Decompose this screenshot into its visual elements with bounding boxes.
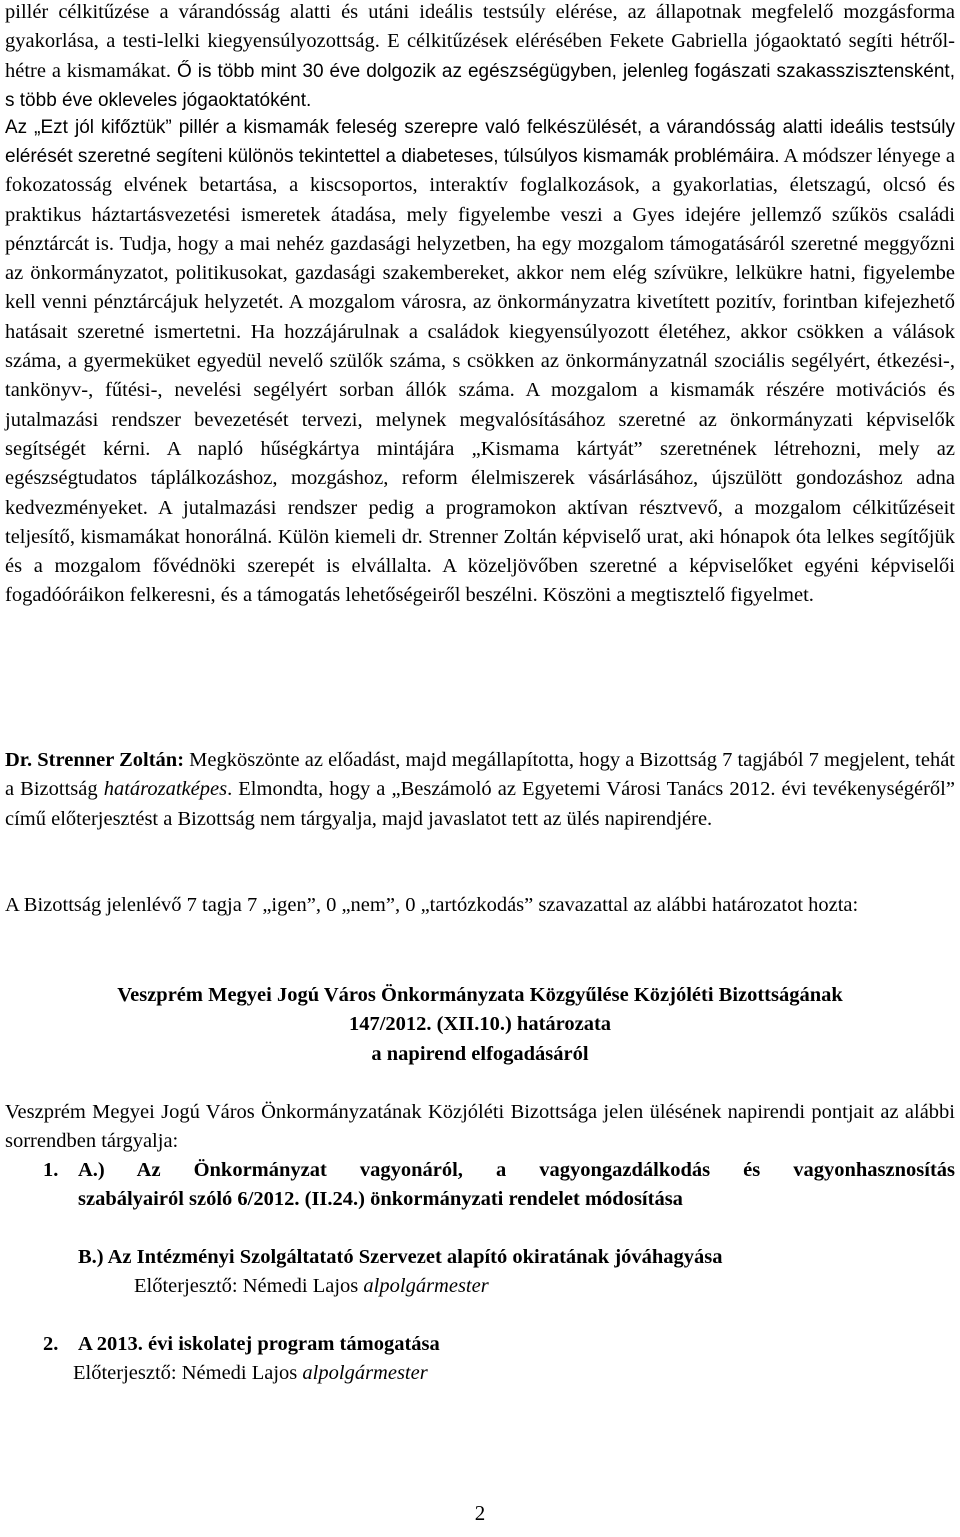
agenda-item-2-presenter: [5, 1359, 955, 1388]
agenda-list: [5, 1156, 955, 1388]
agenda-item-1a-title-cont: szabályairól szóló 6/2012. (II.24.) önkormányzati rendelet módosítása: [78, 1188, 683, 1210]
agenda-item-2-presenter-role: alpolgármester: [302, 1362, 428, 1384]
statement-text-b: . Elmondta, hogy a „Beszámoló az Egyetemi Városi Tanács 2012. évi tevékenységéről” című előterjesztést a Bizottság nem tárgyalja, majd javaslatot tett az ülés napirendjére.: [5, 778, 955, 830]
agenda-item-1-line-1: [5, 1156, 955, 1185]
agenda-item-1b-presenter-name: Előterjesztő: Némedi Lajos: [134, 1275, 364, 1297]
paragraph-intro-times: pillér célkitűzése a várandósság alatti és utáni ideális testsúly elérése, az állapotnak megfelelő mozgásforma gyakorlása, a testi-lelki kiegyensúlyozottság. E célkitűzések elérésében Fekete Gabriella jógaoktató segíti hétről-hétre a kismamákat.: [5, 1, 955, 82]
agenda-item-1b-presenter-role: alpolgármester: [363, 1275, 489, 1297]
paragraph-intro: [5, 0, 955, 115]
speaker-name: Dr. Strenner Zoltán:: [5, 749, 185, 771]
agenda-item-1-number: 1.: [43, 1159, 59, 1181]
agenda-item-1b-title: B.) Az Intézményi Szolgáltatató Szervezet alapító okiratának jóváhagyása: [78, 1246, 723, 1268]
paragraph-chair-statement: [5, 746, 955, 834]
paragraph-pillar: [5, 113, 955, 611]
agenda-item-2-number: 2.: [43, 1333, 59, 1355]
statement-text-a: Megköszönte az előadást, majd megállapította, hogy a Bizottság 7 tagjából 7 megjelent, tehát a Bizottság: [5, 749, 955, 801]
page-number: 2: [474, 1501, 486, 1525]
resolution-subject: a napirend elfogadásáról: [371, 1042, 589, 1065]
paragraph-pillar-times: A módszer lényege a fokozatosság elvének betartása, a kiscsoportos, interaktív foglalkozások, a gyakorlatias, életszagú, olcsó és praktikus háztartásvezetési ismeretek átadása, mely figyelembe veszi a Gyes idejére jellemző szűkös családi pénztárcát is. Tudja, hogy a mai nehéz gazdasági helyzetben, ha egy mozgalom támogatásáról szeretné meggyőzni az önkormányzatot, politikusokat, gazdasági szakembereket, akkor nem elég szívükre, lelkükre hatni, figyelembe kell venni pénztárcájuk helyzetét. A mozgalom városra, az önkormányzatra kivetített pozitív, forintban kifejezhető hatásait szeretné ismertetni. Ha hozzájárulnak a családok kiegyensúlyozott életéhez, akkor csökken a válások száma, a gyermeküket egyedül nevelő szülők száma, s csökken az önkormányzatnál szociális segélyért, étkezési-, tankönyv-, fűtési-, nevelési segélyért sorban állók száma. A mozgalom a kismamák részére motivációs és jutalmazási rendszer bevezetését tervezi, melynek megvalósításához szeretné az önkormányzati képviselők segítségét kérni. A napló hűségkártya mintájára „Kismama kártyát” szeretnének létrehozni, mely az egészségtudatos táplálkozáshoz, mozgáshoz, reform élelmiszerek vásárlásához, újszülött gondozáshoz adna kedvezményeket. A jutalmazási rendszer pedig a programokon aktívan résztvevő, a mozgalom célkitűzéseit teljesítő, kismamákat honorálná. Külön kiemeli dr. Strenner Zoltán képviselő urat, aki hónapok óta lelkes segítőjük és a mozgalom fővédnöki szerepét is elvállalta. A közeljövőben szeretné a képviselőket egyéni képviselői fogadóóráikon felkeresni, és a támogatás lehetőségeiről beszélni. Köszöni a megtisztelő figyelmet.: [5, 145, 955, 607]
quorum-term: határozatképes: [103, 778, 228, 801]
paragraph-agenda-intro: Veszprém Megyei Jogú Város Önkormányzatának Közjóléti Bizottsága jelen ülésének napirendi pontjait az alábbi sorrendben tárgyalja:: [5, 1101, 955, 1153]
agenda-item-1a-title: A.) Az Önkormányzat vagyonáról, a vagyongazdálkodás és vagyonhasznosítás: [78, 1159, 955, 1181]
agenda-item-2-title: A 2013. évi iskolatej program támogatása: [78, 1333, 440, 1355]
paragraph-vote: A Bizottság jelenlévő 7 tagja 7 „igen”, 0 „nem”, 0 „tartózkodás” szavazattal az alábbi határozatot hozta:: [5, 894, 859, 916]
agenda-item-2-presenter-name: Előterjesztő: Némedi Lajos: [73, 1362, 303, 1384]
resolution-body-name: Veszprém Megyei Jogú Város Önkormányzata Közgyűlése Közjóléti Bizottságának: [117, 984, 843, 1006]
resolution-heading: [5, 981, 955, 1069]
agenda-item-1b-presenter: [5, 1272, 955, 1301]
paragraph-intro-arial: Ő is több mint 30 éve dolgozik az egészségügyben, jelenleg fogászati szakasszisztensként, s több éve okleveles jógaoktatóként.: [5, 60, 955, 111]
resolution-number: 147/2012. (XII.10.) határozata: [348, 1013, 612, 1036]
agenda-item-2: [5, 1330, 955, 1359]
paragraph-pillar-arial: Az „Ezt jól kifőztük” pillér a kismamák feleség szerepre való felkészülését, a várandósság alatti ideális testsúly elérését szeretné segíteni különös tekintettel a diabeteses, túlsúlyos kismamák problémáira.: [5, 117, 955, 167]
